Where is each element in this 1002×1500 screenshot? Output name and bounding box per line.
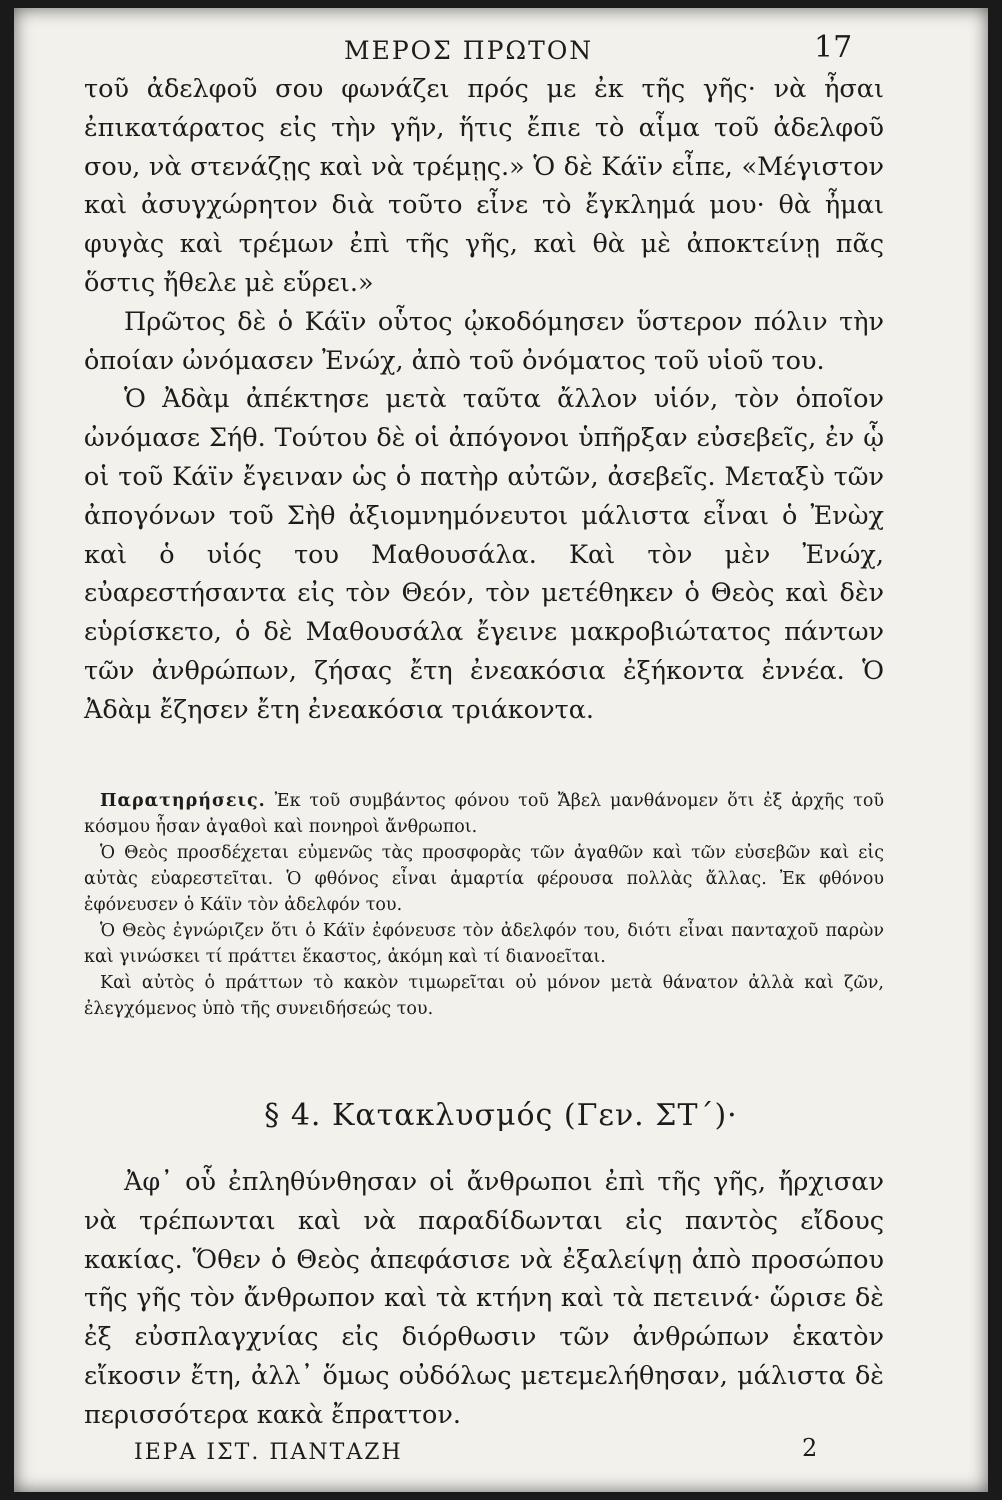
note-paragraph: Ὁ Θεὸς ἐγνώριζεν ὅτι ὁ Κάϊν ἐφόνευσε τὸν ἀδελφόν του, διότι εἶναι πανταχοῦ παρὼν καὶ γινώσκει τί πράττει ἕκαστος, ἀκόμη καὶ τί διανοεῖται. [84, 921, 884, 967]
section-text [84, 1163, 884, 1435]
notes-label: Παρατηρήσεις. [100, 791, 266, 811]
page-footer [14, 1434, 988, 1480]
main-text [84, 70, 884, 730]
paragraph: Πρῶτος δὲ ὁ Κάϊν οὗτος ᾠκοδόμησεν ὕστερον πόλιν τὴν ὁποίαν ὠνόμασεν Ἐνώχ, ἀπὸ τοῦ ὀνόματος τοῦ υἱοῦ του. [84, 306, 884, 376]
paragraph: Ἀφ᾽ οὗ ἐπληθύνθησαν οἱ ἄνθρωποι ἐπὶ τῆς γῆς, ἤρχισαν νὰ τρέπωνται καὶ νὰ παραδίδωνται εἰς παντὸς εἴδους κακίας. Ὅθεν ὁ Θεὸς ἀπεφάσισε νὰ ἐξαλείψῃ ἀπὸ προσώπου τῆς γῆς τὸν ἄνθρωπον καὶ τὰ κτήνη καὶ τὰ πετεινά· ὥρισε δὲ ἐξ εὐσπλαγχνίας εἰς διόρθωσιν τῶν ἀνθρώπων ἑκατὸν εἴκοσιν ἔτη, ἀλλ᾽ ὅμως οὐδόλως μετεμελήθησαν, μάλιστα δὲ περισσότερα κακὰ ἔπραττον. [84, 1167, 884, 1430]
note-paragraph: Ὁ Θεὸς προσδέχεται εὐμενῶς τὰς προσφορὰς τῶν ἀγαθῶν καὶ τῶν εὐσεβῶν καὶ εἰς αὐτὰς εὐαρεστεῖται. Ὁ φθόνος εἶναι ἁμαρτία φέρουσα πολλὰς ἄλλας. Ἐκ φθόνου ἐφόνευσεν ὁ Κάϊν τὸν ἀδελφόν του. [84, 843, 884, 915]
note-paragraph [84, 788, 884, 840]
paragraph: τοῦ ἀδελφοῦ σου φωνάζει πρός με ἐκ τῆς γῆς· νὰ ἦσαι ἐπικατάρατος εἰς τὴν γῆν, ἥτις ἔπιε τὸ αἷμα τοῦ ἀδελφοῦ σου, νὰ στενάζῃς καὶ νὰ τρέμῃς.» Ὁ δὲ Κάϊν εἶπε, «Μέγιστον καὶ ἀσυγχώρητον διὰ τοῦτο εἶνε τὸ ἔγκλημά μου· θὰ ἦμαι φυγὰς καὶ τρέμων ἐπὶ τῆς γῆς, καὶ θὰ μὲ ἀποκτείνῃ πᾶς ὅστις ἤθελε μὲ εὕρει.» [84, 74, 884, 298]
paragraph: Ὁ Ἀδὰμ ἀπέκτησε μετὰ ταῦτα ἄλλον υἱόν, τὸν ὁποῖον ὠνόμασε Σήθ. Τούτου δὲ οἱ ἀπόγονοι ὑπῆρξαν εὐσεβεῖς, ἐν ᾧ οἱ τοῦ Κάϊν ἔγειναν ὡς ὁ πατὴρ αὐτῶν, ἀσεβεῖς. Μεταξὺ τῶν ἀπογόνων τοῦ Σὴθ ἀξιομνημόνευτοι μάλιστα εἶναι ὁ Ἐνὼχ καὶ ὁ υἱός του Μαθουσάλα. Καὶ τὸν μὲν Ἐνώχ, εὐαρεστήσαντα εἰς τὸν Θεόν, τὸν μετέθηκεν ὁ Θεὸς καὶ δὲν εὑρίσκετο, ὁ δὲ Μαθουσάλα ἔγεινε μακροβιώτατος πάντων τῶν ἀνθρώπων, ζήσας ἔτη ἐνεακόσια ἐξήκοντα ἐννέα. Ὁ Ἀδὰμ ἔζησεν ἔτη ἐνεακόσια τριάκοντα. [84, 384, 884, 725]
section-title: § 4. Κατακλυσμός (Γεν. ΣΤ΄)· [264, 1098, 738, 1133]
page-number: 17 [814, 30, 853, 65]
book-page [14, 8, 988, 1492]
observations-notes [84, 788, 884, 1022]
note-paragraph: Καὶ αὐτὸς ὁ πράττων τὸ κακὸν τιμωρεῖται οὐ μόνον μετὰ θάνατον ἀλλὰ καὶ ζῶν, ἐλεγχόμενος ὑπὸ τῆς συνειδήσεώς του. [84, 973, 884, 1019]
printer-signature: ΙΕΡΑ ΙΣΤ. ΠΑΝΤΑΖΗ [134, 1440, 403, 1465]
signature-mark: 2 [802, 1434, 818, 1462]
running-head: ΜΕΡΟΣ ΠΡΩΤΟΝ [344, 36, 594, 65]
note-text: Ἐκ τοῦ συμβάντος φόνου τοῦ Ἄβελ μανθάνομεν ὅτι ἐξ ἀρχῆς τοῦ κόσμου ἦσαν ἀγαθοὶ καὶ πονηροὶ ἄνθρωποι. [84, 791, 884, 837]
